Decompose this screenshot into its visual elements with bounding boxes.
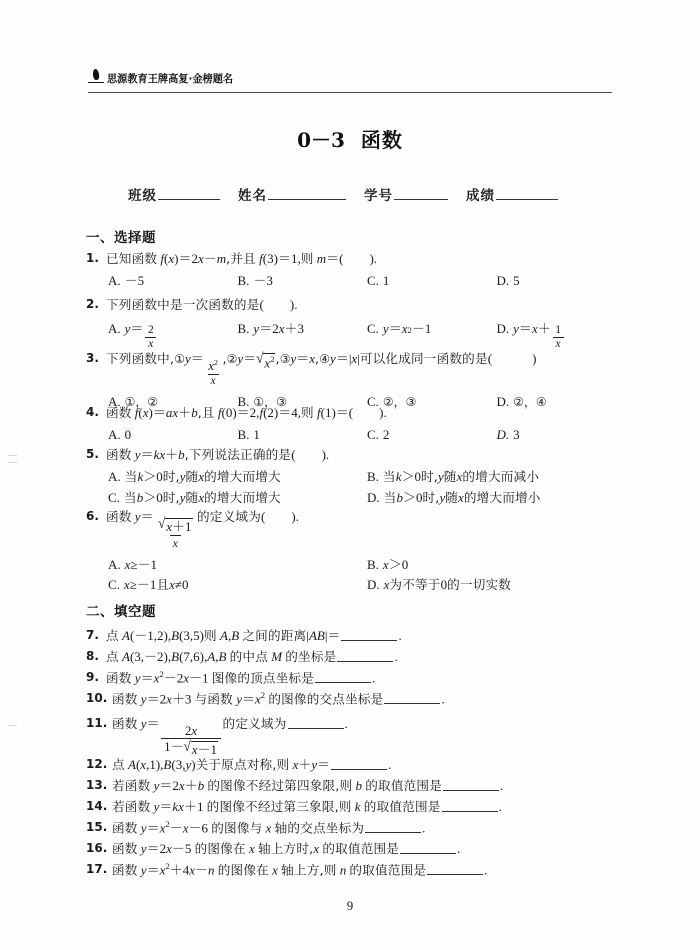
question-5 [86,446,626,509]
question-1-option-b[interactable]: B. －3 [237,272,273,288]
question-17 [86,861,626,879]
question-15 [86,819,626,837]
title-number: 0－3 [297,128,345,152]
question-15-answer-blank[interactable] [365,821,421,833]
question-14 [86,798,626,816]
question-7-stem: 点 A(－1,2),B(3,5)则 A,B 之间的距离|AB|＝ . [106,628,402,643]
header-divider [88,92,612,93]
question-8 [86,648,626,666]
field-class [128,184,220,204]
question-12-stem: 点 A(x,1),B(3,y)关于原点对称,则 x＋y＝ . [112,757,392,772]
question-4-option-c[interactable]: C. 2 [367,426,390,442]
question-3-option-d[interactable]: D. ②，④ [496,393,547,409]
question-9 [86,669,626,687]
question-5-options [86,468,626,509]
question-9-answer-blank[interactable] [315,671,371,683]
question-1-option-d[interactable]: D. 5 [496,272,520,288]
question-5-option-d[interactable]: D. 当 b ＞0 时, y 随 x 的增大而增小 [367,489,541,505]
question-5-option-b[interactable]: B. 当 k ＞0 时, y 随 x 的增大而减小 [367,468,540,484]
section-heading-choice: 一、选择题 [86,230,156,246]
question-6 [86,508,626,597]
question-6-option-a[interactable]: A. x ≥－1 [108,556,158,572]
question-11 [86,715,626,757]
title-name: 函数 [360,128,403,152]
question-9-number: 9. [86,670,99,684]
margin-tick [8,462,17,463]
question-7-number: 7. [86,628,99,642]
question-2 [86,296,626,351]
question-3-option-a[interactable]: A. ①，② [108,393,159,409]
question-2-options [86,320,626,351]
page-title [0,124,700,153]
question-4 [86,404,626,443]
question-4-options [86,426,626,443]
question-5-number: 5. [86,447,99,461]
question-15-number: 15. [86,820,108,834]
question-7-answer-blank[interactable] [341,629,397,641]
margin-tick [8,455,17,456]
question-16-number: 16. [86,841,108,855]
field-score [466,184,558,204]
field-class-input[interactable] [158,187,220,200]
question-13-number: 13. [86,778,108,792]
question-3-option-c[interactable]: C. ②，③ [367,393,417,409]
field-score-label: 成绩 [466,188,495,204]
question-11-number: 11. [86,716,108,730]
question-5-option-c[interactable]: C. 当 b ＞0 时, y 随 x 的增大而增大 [108,489,281,505]
question-13-stem: 若函数 y＝2x＋b 的图像不经过第四象限,则 b 的取值范围是 . [112,778,504,793]
question-17-answer-blank[interactable] [427,863,483,875]
question-1 [86,250,626,289]
question-10-stem: 函数 y＝2x＋3 与函数 $y=x^2$ 的图像的交点坐标是 . [112,690,445,707]
question-10-answer-blank[interactable] [384,692,440,704]
question-6-number: 6. [86,509,99,523]
field-student-id [364,184,448,204]
question-16-stem: 函数 y＝2x－5 的图像在 x 轴上方时,x 的取值范围是 . [112,841,461,856]
question-4-number: 4. [86,405,99,419]
question-3-option-b[interactable]: B. ①，③ [237,393,287,409]
question-16-answer-blank[interactable] [400,842,456,854]
question-15-stem: 函数 $y=x^2-x-6$ 的图像与 x 轴的交点坐标为 . [112,819,426,836]
question-3-stem: 下列函数中,①y＝ $\frac{x^2}{x}$ ,②y＝ √ $x^2$ ,③y＝x,④y＝|x|可以化成同一函数的是( ) [106,349,537,388]
question-11-stem: 函数 y＝ 2x 1－ √ x－1 的定义域为 . [112,716,348,757]
section-heading-fill: 二、填空题 [86,604,156,620]
question-8-stem: 点 A(3,－2),B(7,6),A,B 的中点 M 的坐标是 . [106,649,398,664]
question-2-option-b[interactable]: B. y ＝2 x ＋3 [237,320,305,336]
field-student-id-input[interactable] [394,187,448,200]
question-8-number: 8. [86,649,99,663]
question-17-stem: 函数 $y=x^2+4x-n$ 的图像在 x 轴上方,则 n 的取值范围是 . [112,861,488,878]
question-1-number: 1. [86,251,99,265]
question-16 [86,840,626,858]
question-1-option-a[interactable]: A. －5 [108,272,145,288]
question-12 [86,756,626,774]
field-name-label: 姓名 [238,188,267,204]
question-1-option-c[interactable]: C. 1 [367,272,390,288]
question-2-stem: 下列函数中是一次函数的是( ). [106,297,298,312]
question-17-number: 17. [86,862,108,876]
question-6-option-b[interactable]: B. x ＞0 [367,556,409,572]
question-2-option-a[interactable]: A. y ＝ $\frac{2}{x}$ [108,320,238,351]
question-4-stem: 函数 f(x)＝ax＋b,且 f(0)＝2,f(2)＝4,则 f(1)＝( ). [106,405,387,420]
question-6-stem: 函数 y＝ √ x＋1 x 的定义域为( ). [106,509,299,550]
student-info-row [128,184,558,204]
question-2-number: 2. [86,297,99,311]
question-8-answer-blank[interactable] [337,650,393,662]
question-4-option-d[interactable]: D. 3 [496,426,520,442]
question-3 [86,350,626,410]
question-6-option-c[interactable]: C. x ≥－1 且 x ≠0 [108,577,189,593]
question-4-option-b[interactable]: B. 1 [237,426,260,442]
question-13-answer-blank[interactable] [443,779,499,791]
question-5-option-a[interactable]: A. 当 k ＞0 时, y 随 x 的增大而增大 [108,468,281,484]
question-4-option-a[interactable]: A. 0 [108,426,132,442]
question-14-number: 14. [86,799,108,813]
question-3-number: 3. [86,351,99,365]
running-header [88,66,612,84]
question-2-option-c[interactable]: C. y ＝ x 2 －1 [367,320,432,336]
question-14-answer-blank[interactable] [442,800,498,812]
question-2-option-d[interactable]: D. y ＝ x ＋ $\frac{1}{x}$ [497,320,627,351]
page-number: 9 [346,898,354,913]
question-6-option-d[interactable]: D. x 为不等于 0 的一切实数 [367,577,512,593]
field-score-input[interactable] [496,187,558,200]
torch-logo-icon [88,69,104,84]
field-class-label: 班级 [128,188,157,204]
question-9-stem: 函数 $y=x^2-2x-1$ 图像的顶点坐标是 . [106,669,376,686]
question-10 [86,690,626,708]
field-name-input[interactable] [268,187,346,200]
question-12-answer-blank[interactable] [331,758,387,770]
question-12-number: 12. [86,757,108,771]
question-7 [86,627,626,645]
question-1-options [86,272,626,289]
question-10-number: 10. [86,691,108,705]
header-brand-text: 思源教育王牌高复·金榜题名 [107,72,234,85]
question-14-stem: 若函数 y＝kx＋1 的图像不经过第三象限,则 k 的取值范围是 . [112,799,502,814]
question-11-answer-blank[interactable] [288,717,344,729]
margin-tick [8,725,17,726]
question-5-stem: 函数 y＝kx＋b,下列说法正确的是( ). [106,447,330,462]
question-1-stem: 已知函数 f(x)＝2x－m,并且 f(3)＝1,则 m＝( ). [106,251,378,266]
question-6-options [86,556,626,597]
field-name [238,184,346,204]
question-13 [86,777,626,795]
field-student-id-label: 学号 [364,188,393,204]
